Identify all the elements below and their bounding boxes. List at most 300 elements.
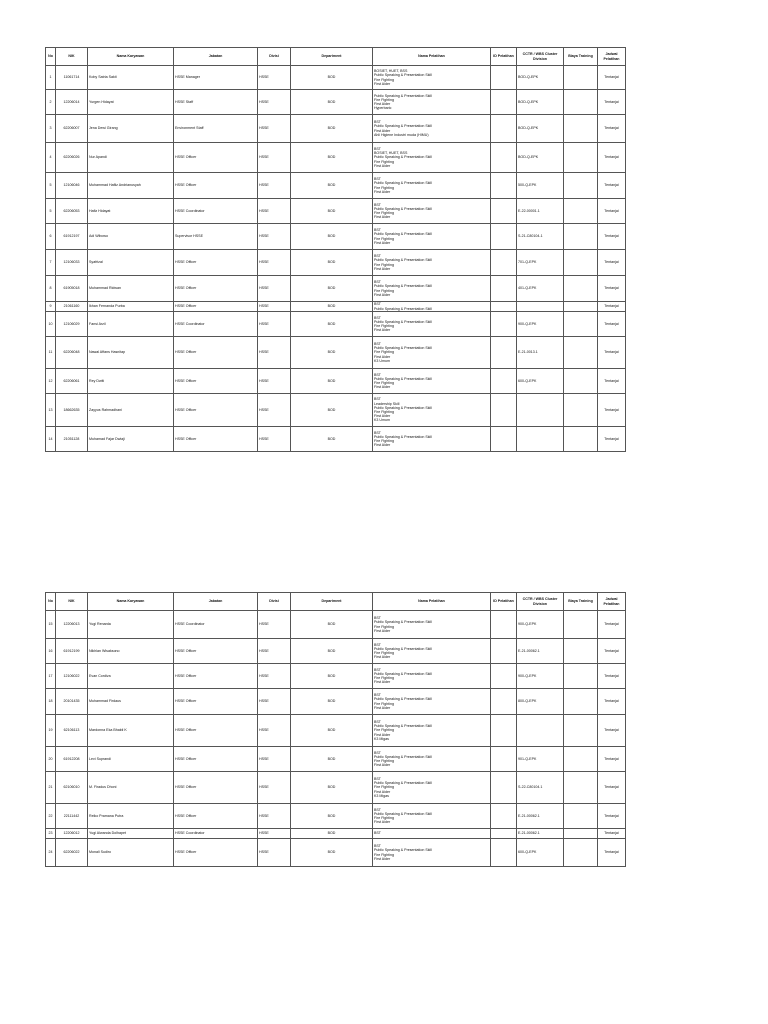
training-id (491, 250, 517, 276)
training-item: Fire Fighting (374, 676, 394, 680)
training-item: First Aider (374, 680, 391, 685)
cctr-wbs: 900-Q-EPK (517, 312, 564, 337)
cctr-wbs (517, 715, 564, 747)
training-schedule: Tentanjai (598, 394, 626, 427)
employee-position: HSSE Officer (174, 427, 258, 452)
training-item: First Aider (374, 189, 391, 194)
training-item: Fire Fighting (374, 350, 394, 355)
training-names (373, 276, 491, 302)
training-item: First Aider (374, 266, 391, 271)
row-number: 19 (46, 715, 56, 747)
training-item: Public Speaking & Presentation Skill (374, 781, 432, 786)
training-schedule: Tentanjai (598, 369, 626, 394)
training-item: Fire Fighting (374, 728, 394, 733)
cctr-wbs: 900-Q-EPK (517, 664, 564, 689)
employee-position: HSSE Coordinator (174, 199, 258, 224)
table-row (46, 337, 626, 369)
employee-division: HSSE (258, 689, 291, 715)
table-row (46, 302, 626, 312)
training-item: Fire Fighting (374, 324, 394, 328)
training-schedule: Tentanjai (598, 199, 626, 224)
training-item: Fire Fighting (374, 701, 394, 706)
training-cost (564, 337, 598, 369)
training-names (373, 772, 491, 804)
training-item: First Aider (374, 81, 391, 86)
table-row (46, 199, 626, 224)
employee-position: HSSE Manager (174, 66, 258, 90)
cctr-wbs: BOD-Q-EPK (517, 66, 564, 90)
training-cost (564, 66, 598, 90)
training-names (373, 394, 491, 427)
employee-name: Mardonna Eka Bhakti K (88, 715, 174, 747)
training-schedule: Tentanjai (598, 224, 626, 250)
employee-department: BOD (291, 839, 373, 867)
employee-nik: 12206012 (56, 829, 88, 839)
employee-nik: 11061714 (56, 66, 88, 90)
employee-nik: 61905018 (56, 276, 88, 302)
training-names (373, 839, 491, 867)
table-row (46, 804, 626, 829)
row-number: 21 (46, 772, 56, 804)
training-item: Fire Fighting (374, 651, 394, 655)
training-schedule: Tentanjai (598, 611, 626, 639)
row-number: 10 (46, 312, 56, 337)
column-header: Nama Karyawan (88, 593, 174, 611)
training-item: First Aider (374, 414, 391, 419)
training-item: Fire Fighting (374, 410, 394, 414)
training-id (491, 302, 517, 312)
employee-name: Nikhlan Wisaksono (88, 639, 174, 664)
training-schedule: Tentanjai (598, 747, 626, 772)
training-cost (564, 369, 598, 394)
training-item: Fire Fighting (374, 262, 394, 267)
training-item: Fire Fighting (374, 816, 394, 820)
employee-nik: 61912199 (56, 639, 88, 664)
training-names (373, 829, 491, 839)
training-item: First Aider (374, 763, 391, 768)
training-names (373, 302, 491, 312)
column-header: Nama Pelatihan (373, 48, 491, 66)
employee-department: BOD (291, 427, 373, 452)
employee-nik: 18662635 (56, 394, 88, 427)
row-number: 23 (46, 829, 56, 839)
employee-nik: 21051128 (56, 427, 88, 452)
training-item: Public Speaking & Presentation Skill (374, 155, 432, 160)
training-item: Public Speaking & Presentation Skill (374, 811, 432, 816)
training-schedule: Tentanjai (598, 715, 626, 747)
row-number: 15 (46, 611, 56, 639)
training-item: Fire Fighting (374, 185, 394, 190)
employee-department: BOD (291, 829, 373, 839)
training-item: Fire Fighting (374, 97, 394, 102)
employee-name: Hafiz Hidayat (88, 199, 174, 224)
training-item: BST (374, 302, 381, 307)
column-header: Department (291, 48, 373, 66)
employee-department: BOD (291, 302, 373, 312)
employee-department: BOD (291, 276, 373, 302)
training-item: Ahli Higiene Industri muda (HIMU) (374, 132, 429, 137)
employee-division: HSSE (258, 115, 291, 143)
cctr-wbs: E-21-00062.1 (517, 829, 564, 839)
employee-name: Jena Dewi Girang (88, 115, 174, 143)
training-item: BST (374, 667, 381, 672)
employee-name: Muhamad Fajar Dwiaji (88, 427, 174, 452)
employee-position: HSSE Officer (174, 715, 258, 747)
column-header: Divisi (258, 593, 291, 611)
column-header: Biaya Training (564, 593, 598, 611)
training-item: Public Speaking & Presentation Skill (374, 258, 432, 263)
training-names (373, 115, 491, 143)
training-schedule: Tentanjai (598, 839, 626, 867)
training-names (373, 369, 491, 394)
employee-division: HSSE (258, 804, 291, 829)
training-item: Fire Fighting (374, 852, 394, 857)
training-item: Public Speaking & Presentation Skill (374, 284, 432, 289)
employee-position: HSSE Officer (174, 276, 258, 302)
table-row (46, 747, 626, 772)
column-header: Department (291, 593, 373, 611)
training-item: K3 Migas (374, 793, 389, 798)
column-header: Nama Karyawan (88, 48, 174, 66)
employee-position: HSSE Officer (174, 772, 258, 804)
employee-name: Muhammad Ridwan (88, 276, 174, 302)
employee-name: Reiko Pramana Putra (88, 804, 174, 829)
training-schedule: Tentanjai (598, 173, 626, 199)
training-item: Public Speaking & Presentation Skill (374, 181, 432, 186)
row-number: 14 (46, 427, 56, 452)
training-item: K3 Umum (374, 418, 390, 423)
training-names (373, 173, 491, 199)
training-names (373, 664, 491, 689)
row-number: 17 (46, 664, 56, 689)
training-item: First Aider (374, 655, 391, 660)
cctr-wbs (517, 427, 564, 452)
employee-department: BOD (291, 224, 373, 250)
table-row (46, 715, 626, 747)
employee-name: Levi Suprandi (88, 747, 174, 772)
employee-nik: 22111442 (56, 804, 88, 829)
training-item: BST (374, 120, 381, 125)
training-item: BST (374, 254, 381, 259)
training-names (373, 639, 491, 664)
employee-nik: 12106022 (56, 664, 88, 689)
row-number: 8 (46, 276, 56, 302)
training-cost (564, 312, 598, 337)
training-cost (564, 804, 598, 829)
employee-department: BOD (291, 173, 373, 199)
row-number: 5 (46, 199, 56, 224)
employee-department: BOD (291, 337, 373, 369)
employee-nik: 62206053 (56, 199, 88, 224)
table-row (46, 224, 626, 250)
employee-division: HSSE (258, 66, 291, 90)
employee-division: HSSE (258, 829, 291, 839)
row-number: 9 (46, 302, 56, 312)
training-cost (564, 224, 598, 250)
row-number: 13 (46, 394, 56, 427)
table-row (46, 312, 626, 337)
training-cost (564, 639, 598, 664)
employee-name: Nawal Affans Hasnitap (88, 337, 174, 369)
training-item: BST (374, 642, 381, 647)
employee-position: HSSE Officer (174, 302, 258, 312)
training-item: Public Speaking & Presentation Skill (374, 206, 432, 211)
training-item: BST (374, 341, 381, 346)
training-item: Public Speaking & Presentation Skill (374, 434, 432, 439)
training-item: First Aider (374, 628, 391, 633)
training-item: Fire Fighting (374, 77, 394, 82)
training-item: First Aider (374, 354, 391, 359)
header-row (46, 48, 626, 66)
training-id (491, 772, 517, 804)
training-id (491, 747, 517, 772)
employee-position: HSSE Officer (174, 689, 258, 715)
table-row (46, 66, 626, 90)
training-schedule: Tentanjai (598, 427, 626, 452)
row-number: 4 (46, 143, 56, 173)
employee-division: HSSE (258, 143, 291, 173)
employee-position: HSSE Officer (174, 839, 258, 867)
table-row (46, 173, 626, 199)
employee-nik: 62106010 (56, 772, 88, 804)
employee-position: HSSE Officer (174, 747, 258, 772)
employee-department: BOD (291, 772, 373, 804)
training-id (491, 394, 517, 427)
column-header: ID Pelatihan (491, 593, 517, 611)
employee-nik: 61912197 (56, 224, 88, 250)
employee-division: HSSE (258, 369, 291, 394)
training-cost (564, 143, 598, 173)
training-cost (564, 199, 598, 224)
cctr-wbs: E-21-0013.1 (517, 337, 564, 369)
cctr-wbs: 800-Q-EPK (517, 689, 564, 715)
training-id (491, 715, 517, 747)
row-number: 7 (46, 250, 56, 276)
row-number: 18 (46, 689, 56, 715)
training-item: Public Speaking & Presentation Skill (374, 646, 432, 651)
employee-nik: 20101435 (56, 689, 88, 715)
training-id (491, 66, 517, 90)
employee-department: BOD (291, 199, 373, 224)
training-item: Leadership Skill (374, 401, 400, 406)
employee-name: Rey Dwiti (88, 369, 174, 394)
training-item: BST (374, 616, 381, 621)
training-schedule: Tentanjai (598, 772, 626, 804)
employee-division: HSSE (258, 224, 291, 250)
training-cost (564, 715, 598, 747)
cctr-wbs: 900-Q-EPK (517, 611, 564, 639)
row-number: 5 (46, 173, 56, 199)
training-item: BOSIET, HUET, BSS (374, 151, 408, 156)
column-header: Jadwal Pelatihan (598, 593, 626, 611)
table-row (46, 829, 626, 839)
employee-position: HSSE Officer (174, 664, 258, 689)
training-schedule: Tentanjai (598, 639, 626, 664)
employee-department: BOD (291, 90, 373, 115)
training-cost (564, 115, 598, 143)
training-item: K3 Umum (374, 358, 390, 363)
column-header: Jadwal Pelatihan (598, 48, 626, 66)
row-number: 2 (46, 90, 56, 115)
training-item: First Aider (374, 732, 391, 737)
employee-position: HSSE Officer (174, 639, 258, 664)
training-id (491, 839, 517, 867)
training-item: Public Speaking & Presentation Skill (374, 73, 432, 78)
training-item: Public Speaking & Presentation Skill (374, 405, 432, 410)
training-table-1 (45, 47, 626, 452)
training-item: Fire Fighting (374, 211, 394, 215)
table-row (46, 639, 626, 664)
training-item: BST (374, 228, 381, 233)
training-item: Public Speaking & Presentation Skill (374, 848, 432, 853)
row-number: 11 (46, 337, 56, 369)
employee-position: HSSE Officer (174, 394, 258, 427)
training-item: First Aider (374, 705, 391, 710)
table-row (46, 115, 626, 143)
training-id (491, 90, 517, 115)
training-schedule: Tentanjai (598, 143, 626, 173)
training-schedule: Tentanjai (598, 689, 626, 715)
employee-department: BOD (291, 611, 373, 639)
training-names (373, 250, 491, 276)
column-header: NIK (56, 593, 88, 611)
training-item: First Aider (374, 240, 391, 245)
column-header: No (46, 48, 56, 66)
training-schedule: Tentanjai (598, 90, 626, 115)
employee-division: HSSE (258, 839, 291, 867)
cctr-wbs: BOD-Q-EPK (517, 143, 564, 173)
employee-division: HSSE (258, 302, 291, 312)
training-names (373, 312, 491, 337)
training-item: Fire Fighting (374, 759, 394, 763)
cctr-wbs (517, 302, 564, 312)
cctr-wbs: S-21-C80104-1 (517, 224, 564, 250)
training-item: Public Speaking & Presentation Skill (374, 376, 432, 381)
training-id (491, 369, 517, 394)
row-number: 6 (46, 224, 56, 250)
training-id (491, 312, 517, 337)
training-item: BST (374, 280, 381, 285)
training-schedule: Tentanjai (598, 66, 626, 90)
training-id (491, 639, 517, 664)
training-id (491, 199, 517, 224)
training-cost (564, 772, 598, 804)
employee-name: M. Firadus Dhoni (88, 772, 174, 804)
employee-nik: 62206022 (56, 839, 88, 867)
training-schedule: Tentanjai (598, 250, 626, 276)
employee-position: HSSE Coordinator (174, 312, 258, 337)
row-number: 3 (46, 115, 56, 143)
training-schedule: Tentanjai (598, 302, 626, 312)
employee-position: Supervisor HSSE (174, 224, 258, 250)
training-item: Fire Fighting (374, 381, 394, 385)
cctr-wbs: 500-Q-EPK (517, 173, 564, 199)
training-names (373, 143, 491, 173)
employee-division: HSSE (258, 90, 291, 115)
employee-department: BOD (291, 639, 373, 664)
training-cost (564, 747, 598, 772)
employee-department: BOD (291, 66, 373, 90)
header-row (46, 593, 626, 611)
employee-nik: 21061160 (56, 302, 88, 312)
column-header: Jabatan (174, 48, 258, 66)
employee-department: BOD (291, 394, 373, 427)
training-item: First Aider (374, 385, 391, 390)
employee-name: Koby Satria Sakti (88, 66, 174, 90)
training-item: First Aider (374, 292, 391, 297)
training-item: BST (374, 776, 381, 781)
training-names (373, 224, 491, 250)
column-header: CCTR / WBS Cluster Division (517, 48, 564, 66)
row-number: 1 (46, 66, 56, 90)
table-row (46, 250, 626, 276)
column-header: ID Pelatihan (491, 48, 517, 66)
training-id (491, 224, 517, 250)
column-header: CCTR / WBS Cluster Division (517, 593, 564, 611)
training-item: First Aider (374, 789, 391, 794)
training-names (373, 804, 491, 829)
employee-department: BOD (291, 312, 373, 337)
training-cost (564, 173, 598, 199)
training-item: Public Speaking & Presentation Skill (374, 754, 432, 759)
training-cost (564, 611, 598, 639)
employee-nik: 12206014 (56, 90, 88, 115)
employee-nik: 12206013 (56, 611, 88, 639)
row-number: 22 (46, 804, 56, 829)
training-item: Public Speaking & Presentation Skill (374, 724, 432, 729)
training-item: Public Speaking & Presentation Skill (374, 124, 432, 129)
cctr-wbs: 600-Q-EPK (517, 839, 564, 867)
table-row (46, 90, 626, 115)
employee-name: Zayyus Rahmadhani (88, 394, 174, 427)
training-item: First Aider (374, 328, 391, 333)
training-item: Public Speaking & Presentation Skill (374, 671, 432, 676)
training-cost (564, 302, 598, 312)
training-item: First Aider (374, 128, 391, 133)
column-header: Nama Pelatihan (373, 593, 491, 611)
training-item: BST (374, 750, 381, 755)
training-item: First Aider (374, 443, 391, 448)
employee-name: Yugi Renarda (88, 611, 174, 639)
training-cost (564, 250, 598, 276)
employee-division: HSSE (258, 173, 291, 199)
training-names (373, 715, 491, 747)
employee-division: HSSE (258, 747, 291, 772)
training-schedule: Tentanjai (598, 664, 626, 689)
employee-position: HSSE Officer (174, 143, 258, 173)
column-header: NIK (56, 48, 88, 66)
training-item: BST (374, 693, 381, 698)
training-item: BST (374, 315, 381, 320)
table-row (46, 611, 626, 639)
training-item: Public Speaking & Presentation Skill (374, 319, 432, 324)
employee-name: Fansi Arzil (88, 312, 174, 337)
employee-division: HSSE (258, 337, 291, 369)
training-id (491, 611, 517, 639)
employee-nik: 62206026 (56, 143, 88, 173)
employee-nik: 62206061 (56, 369, 88, 394)
employee-division: HSSE (258, 312, 291, 337)
employee-division: HSSE (258, 772, 291, 804)
employee-name: Yugi Alwanda Dolhapet (88, 829, 174, 839)
employee-position: HSSE Officer (174, 337, 258, 369)
training-item: BOSIET, HUET, BSS (374, 69, 408, 74)
training-item: K3 Migas (374, 736, 389, 741)
training-item: BST (374, 719, 381, 724)
cctr-wbs: 901-Q-EPK (517, 747, 564, 772)
training-id (491, 804, 517, 829)
training-item: Fire Fighting (374, 159, 394, 164)
